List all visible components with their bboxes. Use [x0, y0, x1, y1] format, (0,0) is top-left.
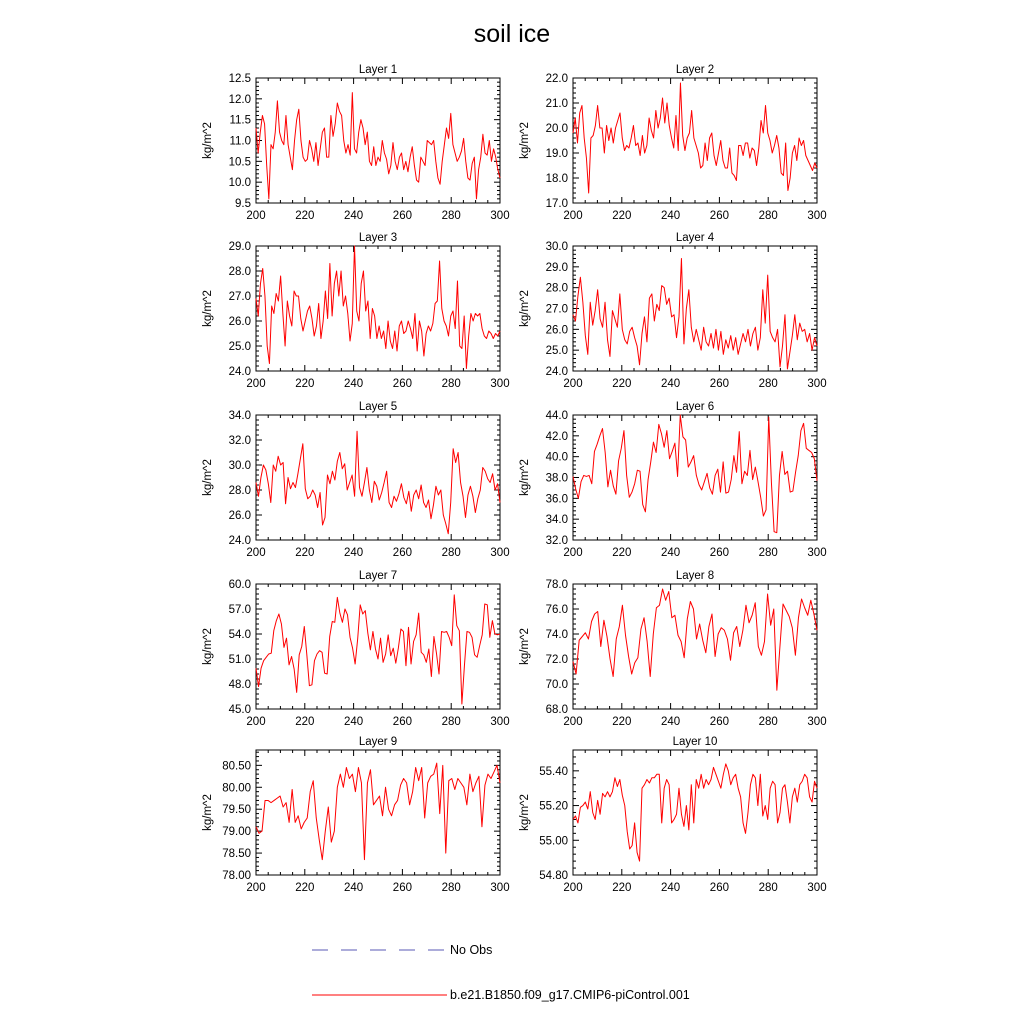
- y-tick-label: 34.0: [545, 514, 568, 527]
- y-tick-label: 74.0: [545, 629, 568, 641]
- panel-layer-6: [519, 401, 827, 559]
- y-tick-label: 36.0: [545, 493, 568, 506]
- x-tick-label: 240: [344, 716, 364, 728]
- x-tick-label: 280: [441, 882, 461, 894]
- y-axis-label: kg/m^2: [519, 794, 531, 831]
- x-tick-label: 240: [344, 210, 364, 222]
- x-tick-label: 200: [563, 547, 583, 559]
- y-tick-label: 28.0: [228, 485, 251, 497]
- y-tick-label: 12.0: [228, 93, 251, 106]
- y-tick-label: 32.0: [228, 435, 251, 447]
- panel-layer-2: [519, 64, 827, 222]
- x-tick-label: 240: [344, 882, 364, 894]
- x-tick-label: 280: [758, 210, 778, 222]
- y-tick-label: 10.0: [228, 177, 251, 190]
- y-axis-label: kg/m^2: [202, 122, 214, 159]
- y-axis-label: kg/m^2: [519, 459, 531, 496]
- legend: [312, 943, 690, 1002]
- x-tick-label: 220: [612, 882, 632, 894]
- y-tick-label: 19.0: [545, 148, 568, 160]
- x-tick-label: 220: [612, 547, 632, 559]
- x-tick-label: 300: [490, 716, 510, 728]
- series-line: [573, 83, 817, 193]
- y-tick-label: 29.0: [228, 241, 251, 253]
- panels-grid: [202, 64, 827, 894]
- x-tick-label: 220: [295, 716, 315, 728]
- y-tick-label: 80.50: [222, 760, 251, 773]
- y-tick-label: 78.00: [222, 870, 251, 882]
- panel-title: Layer 5: [358, 401, 398, 413]
- x-tick-label: 260: [392, 882, 412, 894]
- y-tick-label: 55.00: [539, 835, 568, 848]
- y-axis-label: kg/m^2: [519, 628, 531, 665]
- y-tick-label: 28.0: [545, 282, 568, 295]
- x-tick-label: 240: [661, 210, 681, 222]
- panel-layer-10: [519, 736, 827, 894]
- legend-label-model: b.e21.B1850.f09_g17.CMIP6-piControl.001: [450, 988, 690, 1002]
- y-tick-label: 70.0: [545, 679, 568, 691]
- y-tick-label: 48.0: [228, 679, 251, 691]
- y-tick-label: 45.0: [228, 704, 251, 716]
- plot-frame: [256, 584, 500, 709]
- y-tick-label: 25.0: [545, 345, 568, 358]
- panel-layer-9: [202, 736, 510, 894]
- series-line: [256, 763, 500, 859]
- panel-title: Layer 10: [672, 736, 718, 748]
- x-tick-label: 200: [563, 716, 583, 728]
- x-tick-label: 300: [807, 716, 827, 728]
- x-tick-label: 200: [246, 547, 266, 559]
- y-axis-label: kg/m^2: [202, 628, 214, 665]
- x-tick-label: 280: [441, 378, 461, 390]
- x-tick-label: 200: [563, 882, 583, 894]
- x-tick-label: 220: [612, 210, 632, 222]
- x-tick-label: 300: [807, 378, 827, 390]
- x-tick-label: 220: [295, 882, 315, 894]
- series-line: [256, 595, 500, 704]
- y-tick-label: 55.20: [539, 800, 568, 813]
- panel-layer-1: [202, 64, 510, 222]
- x-tick-label: 260: [392, 378, 412, 390]
- series-line: [573, 415, 817, 533]
- x-tick-label: 240: [661, 378, 681, 390]
- y-tick-label: 30.0: [545, 241, 568, 253]
- x-tick-label: 280: [758, 547, 778, 559]
- x-tick-label: 200: [246, 378, 266, 390]
- y-axis-label: kg/m^2: [519, 290, 531, 327]
- y-tick-label: 11.5: [229, 114, 251, 127]
- x-tick-label: 280: [441, 547, 461, 559]
- panel-title: Layer 3: [358, 232, 398, 244]
- y-tick-label: 30.0: [228, 460, 251, 472]
- panel-layer-8: [519, 570, 827, 728]
- y-tick-label: 79.00: [222, 826, 251, 839]
- panel-title: Layer 1: [358, 64, 398, 76]
- y-tick-label: 78.50: [222, 848, 251, 861]
- panel-layer-3: [202, 232, 510, 390]
- y-tick-label: 34.0: [228, 410, 251, 422]
- x-tick-label: 200: [563, 210, 583, 222]
- y-tick-label: 72.0: [545, 654, 568, 666]
- x-tick-label: 200: [246, 882, 266, 894]
- x-tick-label: 280: [441, 716, 461, 728]
- panel-layer-5: [202, 401, 510, 559]
- y-tick-label: 32.0: [545, 535, 568, 547]
- panel-title: Layer 9: [358, 736, 398, 748]
- x-tick-label: 260: [392, 210, 412, 222]
- x-tick-label: 240: [661, 882, 681, 894]
- y-tick-label: 20.0: [545, 123, 568, 135]
- x-tick-label: 220: [295, 210, 315, 222]
- y-tick-label: 40.0: [545, 451, 568, 464]
- x-tick-label: 280: [758, 716, 778, 728]
- y-tick-label: 51.0: [228, 654, 251, 666]
- y-tick-label: 29.0: [545, 261, 568, 274]
- panel-layer-7: [202, 570, 510, 728]
- y-tick-label: 28.0: [228, 266, 251, 278]
- x-tick-label: 260: [709, 547, 729, 559]
- panel-title: Layer 6: [675, 401, 715, 413]
- x-tick-label: 240: [661, 547, 681, 559]
- y-tick-label: 17.0: [545, 198, 568, 210]
- x-tick-label: 260: [709, 716, 729, 728]
- y-tick-label: 27.0: [545, 303, 568, 316]
- x-tick-label: 280: [758, 882, 778, 894]
- y-tick-label: 24.0: [228, 535, 251, 547]
- x-tick-label: 260: [392, 716, 412, 728]
- y-axis-label: kg/m^2: [202, 459, 214, 496]
- y-tick-label: 25.0: [228, 341, 251, 353]
- y-tick-label: 18.0: [545, 173, 568, 185]
- x-tick-label: 300: [807, 210, 827, 222]
- y-tick-label: 54.0: [228, 629, 251, 641]
- y-tick-label: 76.0: [545, 604, 568, 616]
- y-tick-label: 9.5: [235, 198, 251, 210]
- y-axis-label: kg/m^2: [519, 122, 531, 159]
- x-tick-label: 220: [612, 378, 632, 390]
- x-tick-label: 300: [807, 547, 827, 559]
- x-tick-label: 260: [709, 882, 729, 894]
- x-tick-label: 240: [661, 716, 681, 728]
- figure-title: soil ice: [473, 20, 551, 48]
- x-tick-label: 240: [344, 378, 364, 390]
- x-tick-label: 220: [295, 378, 315, 390]
- y-tick-label: 22.0: [545, 73, 568, 85]
- y-tick-label: 60.0: [228, 579, 251, 591]
- y-tick-label: 68.0: [545, 704, 568, 716]
- y-tick-label: 80.00: [222, 782, 251, 795]
- series-line: [573, 589, 817, 690]
- y-tick-label: 38.0: [545, 472, 568, 485]
- series-line: [573, 259, 817, 369]
- x-tick-label: 260: [709, 210, 729, 222]
- y-tick-label: 27.0: [228, 291, 251, 303]
- x-tick-label: 300: [490, 378, 510, 390]
- x-tick-label: 280: [758, 378, 778, 390]
- y-tick-label: 26.0: [228, 510, 251, 522]
- x-tick-label: 200: [563, 378, 583, 390]
- y-tick-label: 54.80: [539, 870, 568, 882]
- x-tick-label: 300: [490, 882, 510, 894]
- y-tick-label: 24.0: [228, 366, 251, 378]
- x-tick-label: 220: [612, 716, 632, 728]
- panel-title: Layer 4: [675, 232, 715, 244]
- y-tick-label: 26.0: [228, 316, 251, 328]
- legend-label-no-obs: No Obs: [450, 943, 493, 957]
- series-line: [256, 93, 500, 199]
- x-tick-label: 260: [392, 547, 412, 559]
- y-tick-label: 26.0: [545, 324, 568, 337]
- x-tick-label: 300: [807, 882, 827, 894]
- plot-frame: [256, 750, 500, 875]
- y-axis-label: kg/m^2: [202, 290, 214, 327]
- x-tick-label: 200: [246, 210, 266, 222]
- x-tick-label: 300: [490, 210, 510, 222]
- x-tick-label: 220: [295, 547, 315, 559]
- y-tick-label: 24.0: [545, 366, 568, 378]
- y-axis-label: kg/m^2: [202, 794, 214, 831]
- y-tick-label: 12.5: [228, 73, 251, 85]
- panel-title: Layer 7: [358, 570, 398, 582]
- y-tick-label: 55.40: [539, 765, 568, 778]
- x-tick-label: 260: [709, 378, 729, 390]
- x-tick-label: 300: [490, 547, 510, 559]
- panel-title: Layer 8: [675, 570, 715, 582]
- series-line: [573, 764, 817, 861]
- panel-layer-4: [519, 232, 827, 390]
- series-line: [256, 431, 500, 534]
- plot-frame: [256, 415, 500, 540]
- x-tick-label: 280: [441, 210, 461, 222]
- y-tick-label: 57.0: [228, 604, 251, 616]
- series-line: [256, 246, 500, 369]
- y-tick-label: 42.0: [545, 430, 568, 443]
- y-tick-label: 21.0: [545, 98, 568, 110]
- y-tick-label: 78.0: [545, 579, 568, 591]
- x-tick-label: 200: [246, 716, 266, 728]
- y-tick-label: 11.0: [229, 135, 251, 148]
- panel-title: Layer 2: [675, 64, 715, 76]
- y-tick-label: 79.50: [222, 804, 251, 817]
- x-tick-label: 240: [344, 547, 364, 559]
- y-tick-label: 10.5: [228, 156, 251, 169]
- y-tick-label: 44.0: [545, 410, 568, 422]
